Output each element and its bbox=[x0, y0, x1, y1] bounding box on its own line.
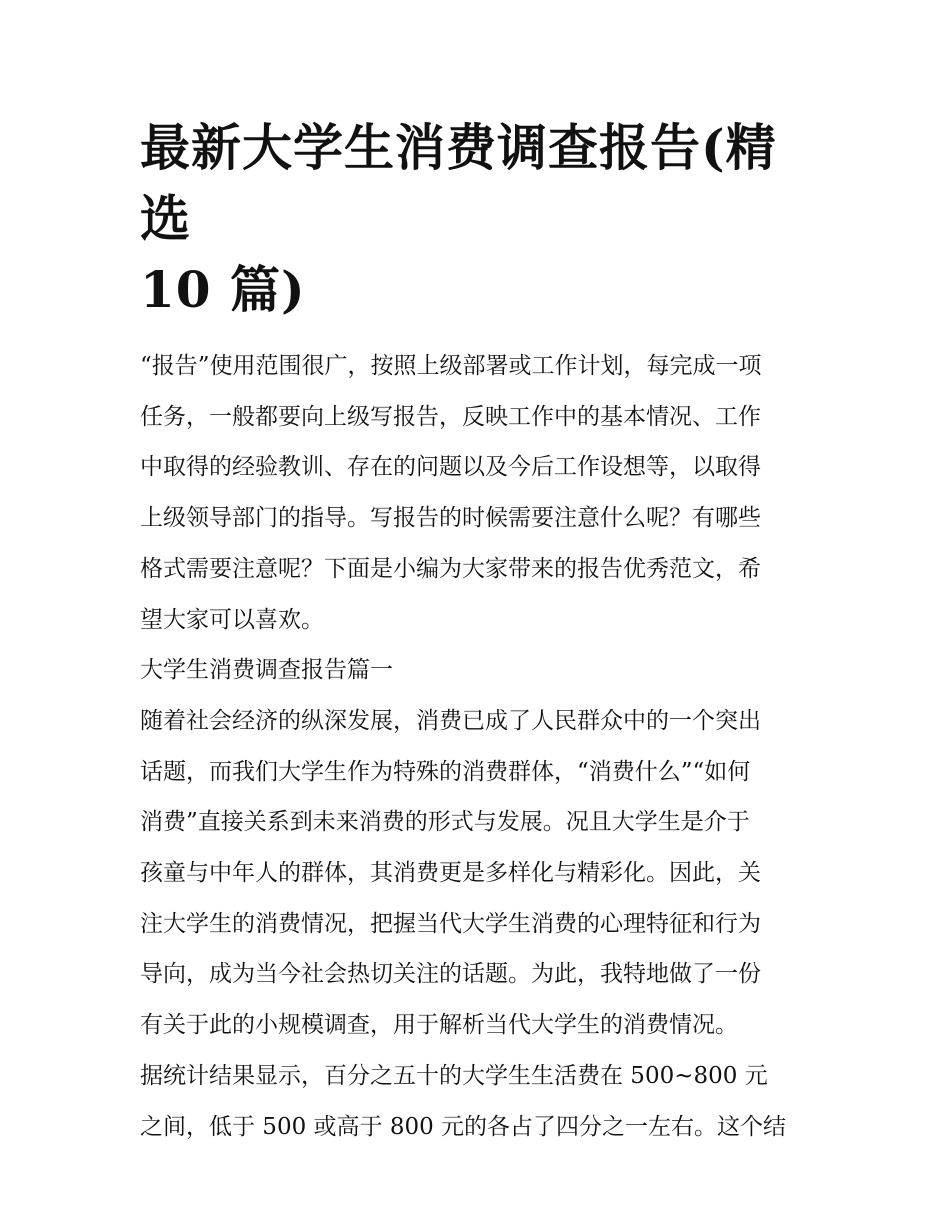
text-line: 随着社会经济的纵深发展，消费已成了人民群众中的一个突出 bbox=[140, 707, 761, 734]
text-line: 之间，低于 500 或高于 800 元的各占了四分之一左右。这个结 bbox=[140, 1113, 787, 1140]
body-paragraph bbox=[140, 696, 812, 1051]
text-line: 格式需要注意呢？下面是小编为大家带来的报告优秀范文，希 bbox=[140, 555, 761, 582]
intro-paragraph bbox=[140, 341, 812, 645]
body-paragraph bbox=[140, 1051, 812, 1152]
text-line: 任务，一般都要向上级写报告，反映工作中的基本情况、工作 bbox=[140, 403, 761, 430]
text-line: 中取得的经验教训、存在的问题以及今后工作设想等，以取得 bbox=[140, 454, 761, 481]
document-title bbox=[140, 112, 812, 325]
text-line: “报告”使用范围很广，按照上级部署或工作计划，每完成一项 bbox=[140, 353, 762, 379]
text-line: 望大家可以喜欢。 bbox=[140, 606, 324, 633]
text-line: 消费”直接关系到未来消费的形式与发展。况且大学生是介于 bbox=[140, 809, 750, 836]
text-line: 据统计结果显示，百分之五十的大学生生活费在 500~800 元 bbox=[140, 1062, 768, 1089]
title-line: 最新大学生消费调查报告(精选 bbox=[140, 118, 777, 248]
text-line: 注大学生的消费情况，把握当代大学生消费的心理特征和行为 bbox=[140, 910, 761, 937]
text-line: 上级领导部门的指导。写报告的时候需要注意什么呢？有哪些 bbox=[140, 505, 761, 532]
text-line: 话题，而我们大学生作为特殊的消费群体，“消费什么”“如何 bbox=[140, 758, 751, 785]
section-heading: 大学生消费调查报告篇一 bbox=[140, 657, 393, 684]
text-line: 孩童与中年人的群体，其消费更是多样化与精彩化。因此，关 bbox=[140, 860, 761, 887]
text-line: 有关于此的小规模调查，用于解析当代大学生的消费情况。 bbox=[140, 1012, 738, 1039]
document-body bbox=[140, 341, 812, 1152]
document-page bbox=[140, 112, 812, 1152]
text-line: 导向，成为当今社会热切关注的话题。为此，我特地做了一份 bbox=[140, 961, 761, 988]
title-line: 10 篇) bbox=[140, 260, 306, 319]
